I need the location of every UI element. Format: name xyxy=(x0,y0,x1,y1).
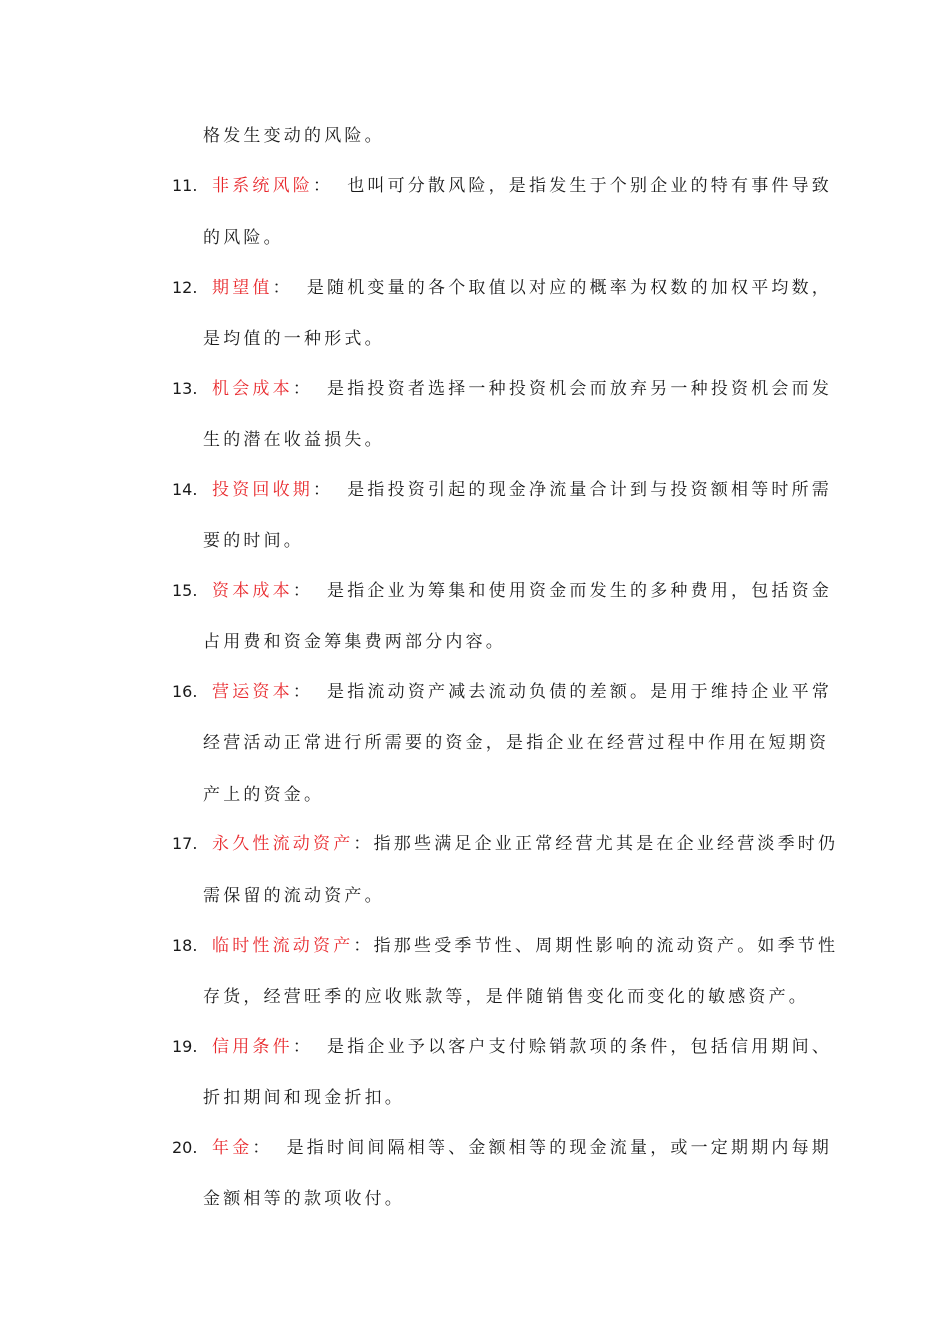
entry-colon: ： xyxy=(353,936,374,956)
entry-18-continuation: 存货，经营旺季的应收账款等，是伴随销售变化而变化的敏感资产。 xyxy=(203,987,809,1007)
entry-number: 15. xyxy=(172,581,198,600)
entry-19 xyxy=(172,1035,832,1059)
entry-definition: 是指投资引起的现金净流量合计到与投资额相等时所需 xyxy=(347,480,833,500)
entry-16-continuation: 经营活动正常进行所需要的资金，是指企业在经营过程中作用在短期资 xyxy=(203,733,830,753)
entry-15-continuation: 占用费和资金筹集费两部分内容。 xyxy=(203,632,506,652)
entry-colon: ： xyxy=(313,480,334,500)
entry-14-continuation: 要的时间。 xyxy=(203,531,304,551)
entry-number: 11. xyxy=(172,176,198,195)
entry-12 xyxy=(172,276,832,300)
entry-17-continuation: 需保留的流动资产。 xyxy=(203,886,385,906)
entry-term: 信用条件 xyxy=(212,1037,293,1057)
entry-11 xyxy=(172,174,832,198)
entry-colon: ： xyxy=(272,278,293,298)
entry-definition: 是指时间间隔相等、金额相等的现金流量，或一定期期内每期 xyxy=(286,1138,833,1158)
entry-term: 年金 xyxy=(212,1138,253,1158)
entry-colon: ： xyxy=(313,176,334,196)
entry-16 xyxy=(172,680,832,704)
entry-term: 非系统风险 xyxy=(212,176,313,196)
entry-definition: 也叫可分散风险，是指发生于个别企业的特有事件导致 xyxy=(347,176,833,196)
entry-term: 永久性流动资产 xyxy=(212,834,354,854)
entry-number: 12. xyxy=(172,278,198,297)
entry-definition: 是指企业为筹集和使用资金而发生的多种费用，包括资金 xyxy=(327,581,833,601)
entry-number: 16. xyxy=(172,682,198,701)
entry-definition: 指那些受季节性、周期性影响的流动资产。如季节性 xyxy=(373,936,839,956)
entry-colon: ： xyxy=(292,581,314,601)
entry-colon: ： xyxy=(353,834,374,854)
entry-term: 投资回收期 xyxy=(212,480,313,500)
entry-number: 20. xyxy=(172,1138,198,1157)
entry-17 xyxy=(172,832,838,856)
entry-number: 13. xyxy=(172,379,198,398)
entry-term: 期望值 xyxy=(212,278,273,298)
entry-definition: 是指投资者选择一种投资机会而放弃另一种投资机会而发 xyxy=(327,379,833,399)
entry-number: 17. xyxy=(172,834,198,853)
entry-20-continuation: 金额相等的款项收付。 xyxy=(203,1189,405,1209)
entry-definition: 是指企业予以客户支付赊销款项的条件，包括信用期间、 xyxy=(327,1037,833,1057)
entry-15 xyxy=(172,579,832,603)
entry-12-continuation: 是均值的一种形式。 xyxy=(203,329,385,349)
intro-line: 格发生变动的风险。 xyxy=(203,126,385,146)
entry-colon: ： xyxy=(292,1037,314,1057)
entry-18 xyxy=(172,934,838,958)
entry-term: 资本成本 xyxy=(212,581,293,601)
entry-colon: ： xyxy=(292,682,314,702)
entry-definition: 指那些满足企业正常经营尤其是在企业经营淡季时仍 xyxy=(373,834,839,854)
entry-14 xyxy=(172,478,832,502)
entry-13-continuation: 生的潜在收益损失。 xyxy=(203,430,385,450)
entry-number: 14. xyxy=(172,480,198,499)
entry-19-continuation: 折扣期间和现金折扣。 xyxy=(203,1088,405,1108)
entry-number: 18. xyxy=(172,936,198,955)
entry-colon: ： xyxy=(252,1138,273,1158)
entry-13 xyxy=(172,377,832,401)
entry-colon: ： xyxy=(292,379,314,399)
entry-11-continuation: 的风险。 xyxy=(203,228,284,248)
entry-definition: 是指流动资产减去流动负债的差额。是用于维持企业平常 xyxy=(327,682,833,702)
entry-16-continuation: 产上的资金。 xyxy=(203,785,325,805)
entry-term: 机会成本 xyxy=(212,379,293,399)
entry-number: 19. xyxy=(172,1037,198,1056)
entry-term: 营运资本 xyxy=(212,682,293,702)
entry-20 xyxy=(172,1136,832,1160)
entry-definition: 是随机变量的各个取值以对应的概率为权数的加权平均数， xyxy=(306,278,833,298)
entry-term: 临时性流动资产 xyxy=(212,936,354,956)
